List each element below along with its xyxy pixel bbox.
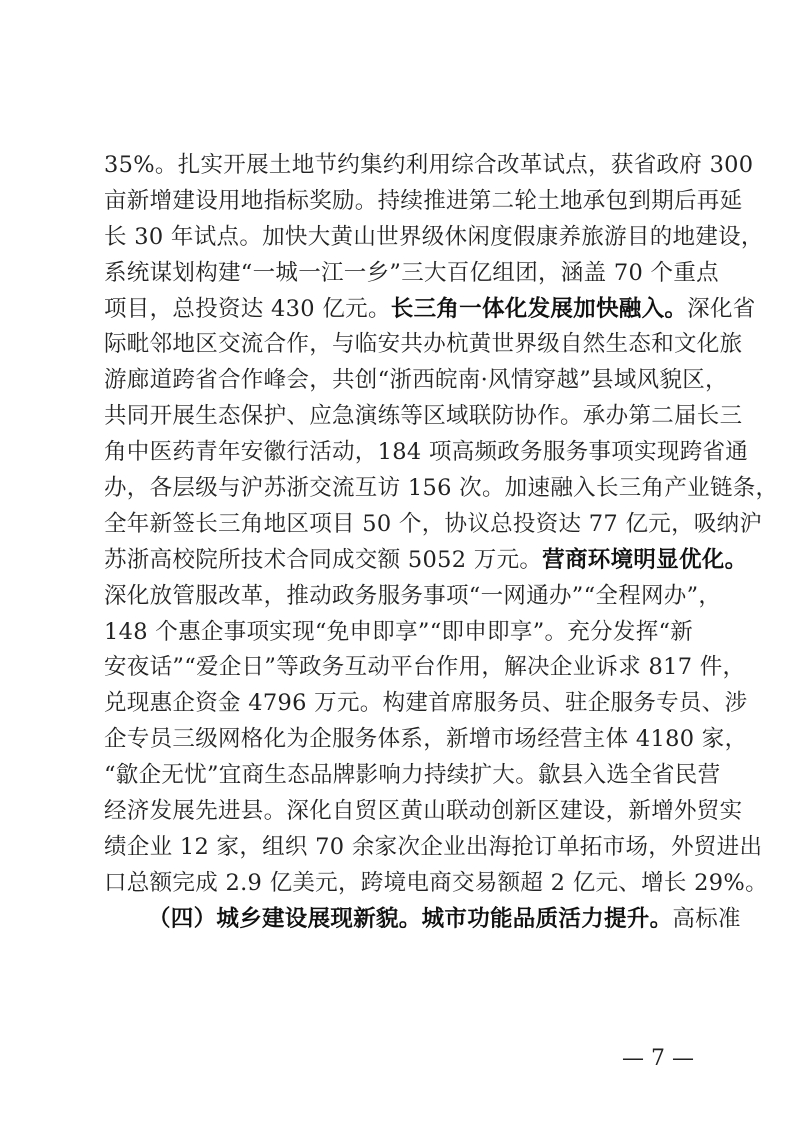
body-text-segment: 全年新签长三角地区项目 50 个，协议总投资达 77 亿元，吸纳沪 (104, 510, 763, 537)
text-line (104, 292, 756, 328)
body-text-segment: 深化省 (687, 295, 756, 322)
page-number: — 7 — (622, 1046, 694, 1071)
body-text-segment: 亩新增建设用地指标奖励。持续推进第二轮土地承包到期后再延 (104, 187, 743, 214)
body-text-segment: “歙企无忧”宜商生态品牌影响力持续扩大。歙县入选全省民营 (104, 762, 721, 789)
text-line (104, 256, 719, 292)
text-line (104, 650, 746, 686)
body-text-segment: 角中医药青年安徽行活动，184 项高频政务服务事项实现跨省通 (104, 439, 749, 466)
body-text-segment: 兑现惠企资金 4796 万元。构建首席服务员、驻企服务专员、涉 (104, 690, 748, 717)
body-text (104, 148, 779, 938)
text-line (104, 686, 748, 722)
body-text-segment: 企专员三级网格化为企服务体系，新增市场经营主体 4180 家， (104, 726, 748, 753)
body-text-segment: 项目，总投资达 430 亿元。 (104, 295, 391, 322)
text-line (104, 507, 763, 543)
text-line (104, 148, 754, 184)
body-text-segment: 148 个惠企事项实现“免申即享”“即申即享”。充分发挥“新 (104, 618, 694, 645)
text-line (104, 722, 748, 758)
text-line (104, 579, 722, 615)
bold-heading-text: （四）城乡建设展现新貌。城市功能品质活力提升。 (148, 905, 673, 932)
text-line (104, 615, 694, 651)
body-text-segment: 深化放管服改革，推动政务服务事项“一网通办”“全程网办”， (104, 582, 722, 609)
body-text-segment: 口总额完成 2.9 亿美元，跨境电商交易额超 2 亿元、增长 29%。 (104, 869, 768, 896)
body-text-segment: 长 30 年试点。加快大黄山世界级休闲度假康养旅游目的地建设， (104, 223, 764, 250)
body-text-segment: 际毗邻地区交流合作，与临安共办杭黄世界级自然生态和文化旅 (104, 331, 743, 358)
text-line (104, 220, 764, 256)
text-line (104, 327, 743, 363)
text-line (104, 830, 763, 866)
text-line (104, 794, 743, 830)
text-line (104, 399, 743, 435)
body-text-segment: 高标准 (672, 905, 741, 932)
text-line (104, 543, 748, 579)
text-line (104, 363, 728, 399)
bold-heading-text: 长三角一体化发展加快融入。 (390, 295, 688, 322)
text-line (104, 758, 721, 794)
body-text-segment: 经济发展先进县。深化自贸区黄山联动创新区建设，新增外贸实 (104, 798, 743, 825)
text-line (104, 471, 779, 507)
body-text-segment: 办，各层级与沪苏浙交流互访 156 次。加速融入长三角产业链条， (104, 475, 779, 502)
body-text-segment: 35%。扎实开展土地节约集约利用综合改革试点，获省政府 300 (104, 152, 754, 178)
body-text-segment: 苏浙高校院所技术合同成交额 5052 万元。 (104, 546, 543, 573)
body-text-segment: 绩企业 12 家，组织 70 余家次企业出海抢订单拓市场，外贸进出 (104, 833, 763, 860)
text-line (104, 435, 749, 471)
text-line (104, 866, 768, 902)
text-line (104, 184, 743, 220)
body-text-segment: 安夜话”“爱企日”等政务互动平台作用，解决企业诉求 817 件， (104, 654, 746, 681)
text-line (104, 902, 741, 938)
body-text-segment: 系统谋划构建“一城一江一乡”三大百亿组团，涵盖 70 个重点 (104, 259, 719, 286)
body-text-segment: 游廊道跨省合作峰会，共创“浙西皖南·风情穿越”县域风貌区， (104, 367, 728, 394)
bold-heading-text: 营商环境明显优化。 (542, 546, 748, 573)
body-text-segment: 共同开展生态保护、应急演练等区域联防协作。承办第二届长三 (104, 403, 743, 430)
